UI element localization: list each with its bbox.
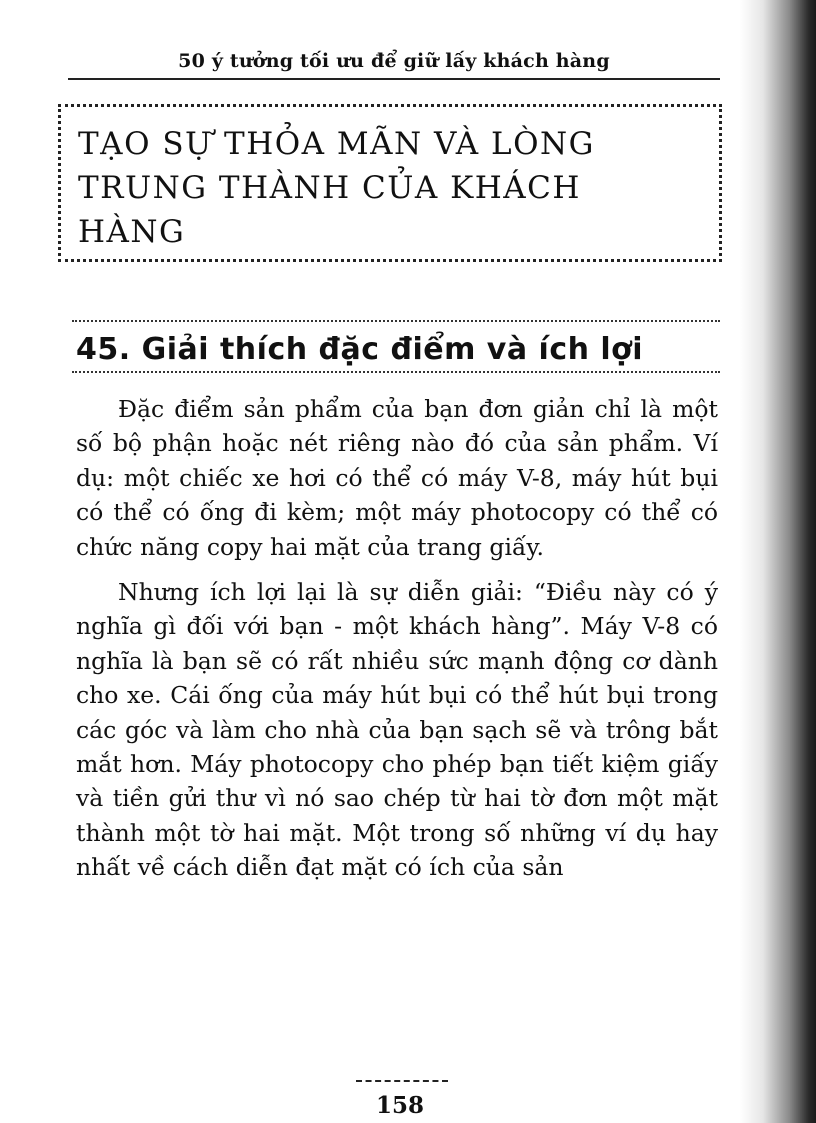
body-text: [76, 392, 718, 885]
paragraph: Đặc điểm sản phẩm của bạn đơn giản chỉ là một số bộ phận hoặc nét riêng nào đó của sản phẩm. Ví dụ: một chiếc xe hơi có thể có máy V-8, máy hút bụi có thể có ống đi kèm; một máy photocopy có thể có chức năng copy hai mặt của trang giấy.: [76, 395, 718, 561]
book-spine-shadow: [740, 0, 816, 1123]
section-title: 45. Giải thích đặc điểm và ích lợi: [76, 332, 644, 367]
running-head-rule: [68, 78, 720, 80]
page-number: 158: [375, 1092, 424, 1119]
section-rule-bottom: [72, 371, 720, 373]
page-number-dash: [356, 1080, 448, 1082]
section-rule-top: [72, 320, 720, 322]
paragraph: Nhưng ích lợi lại là sự diễn giải: “Điều này có ý nghĩa gì đối với bạn - một khách hàng”. Máy V-8 có nghĩa là bạn sẽ có rất nhiều sức mạnh động cơ dành cho xe. Cái ống của máy hút bụi có thể hút bụi trong các góc và làm cho nhà của bạn sạch sẽ và trông bắt mắt hơn. Máy photocopy cho phép bạn tiết kiệm giấy và tiền gửi thư vì nó sao chép từ hai tờ đơn một mặt thành một tờ hai mặt. Một trong số những ví dụ hay nhất về cách diễn đạt mặt có ích của sản: [76, 578, 718, 882]
running-head: 50 ý tưởng tối ưu để giữ lấy khách hàng: [178, 50, 610, 72]
chapter-title: TẠO SỰ THỎA MÃN VÀ LÒNG TRUNG THÀNH CỦA KHÁCH HÀNG: [78, 126, 595, 250]
